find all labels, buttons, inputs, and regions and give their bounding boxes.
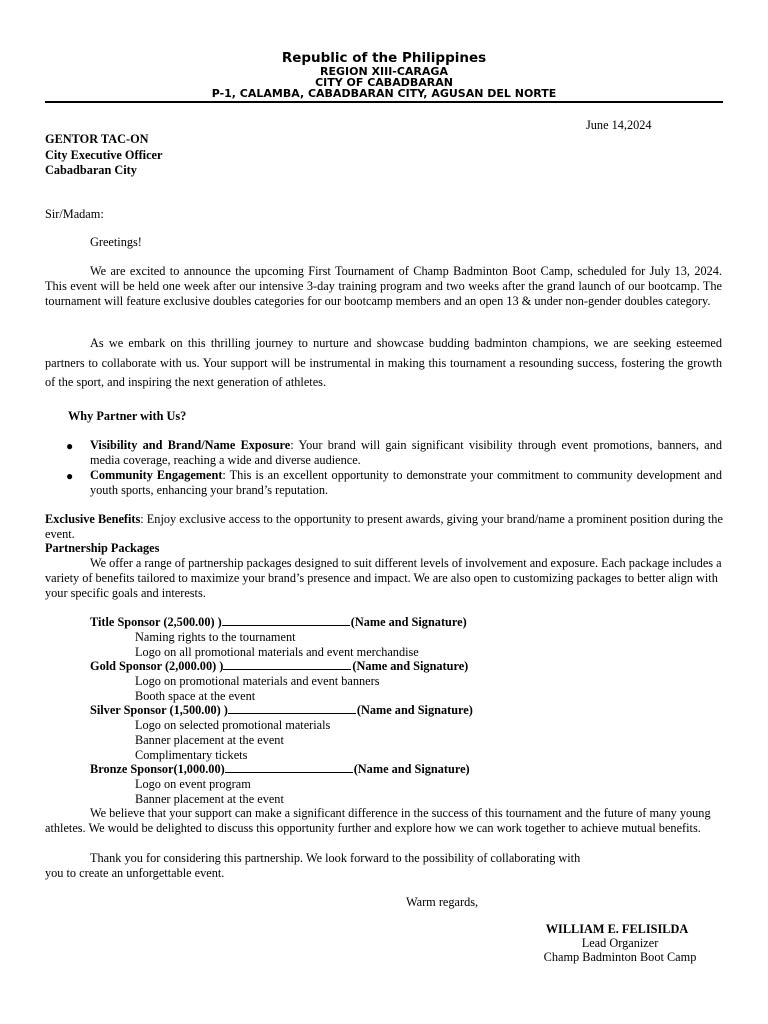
benefit-item: Logo on event program [135, 777, 251, 791]
partnership-paragraph: As we embark on this thrilling journey to nurture and showcase budding badminton champions, we are seeking esteemed partners to collaborate with us. Your support will be instrumental in making this tournament a resounding success, fostering the growth of the sport, and inspiring the next generation of athletes. [45, 336, 722, 389]
bullet-visibility [90, 438, 722, 468]
bullet-community [90, 468, 722, 498]
sponsor-name: Gold Sponsor (2,000.00) ) [90, 659, 224, 673]
recipient-place: Cabadbaran City [45, 163, 137, 177]
signature-line [228, 703, 356, 714]
signature-line [223, 659, 351, 670]
packages-heading: Partnership Packages [45, 541, 160, 555]
sponsor-name: Bronze Sponsor(1,000.00) [90, 762, 225, 776]
signature-label: (Name and Signature) [356, 703, 473, 717]
letterhead-country: Republic of the Philippines [281, 50, 487, 66]
greeting: Greetings! [90, 235, 142, 249]
closing-paragraph: We believe that your support can make a significant difference in the success of this tournament and the future of many young athletes. We would be delighted to discuss this opportunity further and explore how we can work together to achieve mutual benefits. [45, 806, 711, 835]
bullet-label: Visibility and Brand/Name Exposure [90, 438, 291, 452]
letterhead-address: P-1, CALAMBA, CABADBARAN CITY, AGUSAN DEL NORTE [211, 87, 557, 100]
signer-name: WILLIAM E. FELISILDA [545, 922, 689, 936]
benefit-item: Banner placement at the event [135, 733, 284, 747]
signature-block [520, 922, 720, 964]
exclusive-benefits [45, 512, 725, 542]
bullet-label: Community Engagement [90, 468, 223, 482]
bullet-text: : This is an excellent opportunity to demonstrate your commitment to community development and youth sports, enhancing your brand’s reputation. [90, 468, 722, 497]
bullet-text: : Your brand will gain significant visibility through event promotions, banners, and media coverage, reaching a wide and diverse audience. [90, 438, 722, 467]
sponsor-name: Silver Sponsor (1,500.00) ) [90, 703, 228, 717]
intro-paragraph: We are excited to announce the upcoming First Tournament of Champ Badminton Boot Camp, scheduled for July 13, 2024. This event will be held one week after our intensive 3-day training program and two weeks after the grand launch of our bootcamp. The tournament will feature exclusive doubles categories for our bootcamp members and an open 13 & under non-gender doubles category. [45, 264, 722, 308]
warm-regards: Warm regards, [406, 895, 479, 909]
benefit-item: Complimentary tickets [135, 748, 248, 762]
benefit-item: Logo on selected promotional materials [135, 718, 331, 732]
signer-role: Lead Organizer [581, 936, 659, 950]
signature-label: (Name and Signature) [353, 762, 470, 776]
letter-date: June 14,2024 [586, 118, 652, 132]
thanks-line-cont: you to create an unforgettable event. [45, 866, 225, 880]
signer-org: Champ Badminton Boot Camp [543, 950, 697, 964]
exclusive-label: Exclusive Benefits [45, 512, 141, 526]
sponsor-gold [90, 659, 468, 673]
benefit-item: Logo on promotional materials and event banners [135, 674, 380, 688]
benefit-item: Naming rights to the tournament [135, 630, 296, 644]
benefit-item: Booth space at the event [135, 689, 256, 703]
letterhead-region: REGION XIII-CARAGA [320, 65, 448, 78]
exclusive-text: : Enjoy exclusive access to the opportunity to present awards, giving your brand/name a prominent position during the event. [45, 512, 723, 541]
why-partner-heading: Why Partner with Us? [68, 409, 187, 423]
bullet-icon: ● [66, 439, 74, 453]
sponsor-bronze [90, 762, 470, 776]
signature-label: (Name and Signature) [350, 615, 467, 629]
signature-label: (Name and Signature) [352, 659, 469, 673]
salutation: Sir/Madam: [45, 207, 104, 221]
signature-line [222, 615, 350, 626]
benefit-item: Logo on all promotional materials and event merchandise [135, 645, 419, 659]
thanks-line: Thank you for considering this partnership. We look forward to the possibility of collaborating with [90, 851, 581, 865]
recipient-name: GENTOR TAC-ON [45, 132, 149, 146]
bullet-icon: ● [66, 469, 74, 483]
packages-intro: We offer a range of partnership packages designed to suit different levels of involvement and exposure. Each package includes a variety of benefits tailored to maximize your brand’s presence and impact. We are also open to customizing packages to better align with your specific goals and interests. [45, 556, 722, 600]
benefit-item: Banner placement at the event [135, 792, 284, 806]
header-divider [45, 101, 723, 103]
sponsor-name: Title Sponsor (2,500.00) ) [90, 615, 222, 629]
sponsor-title [90, 615, 467, 629]
signature-line [225, 762, 353, 773]
letterhead-city: CITY OF CABADBARAN [315, 76, 453, 89]
sponsor-silver [90, 703, 473, 717]
recipient-title: City Executive Officer [45, 148, 163, 162]
